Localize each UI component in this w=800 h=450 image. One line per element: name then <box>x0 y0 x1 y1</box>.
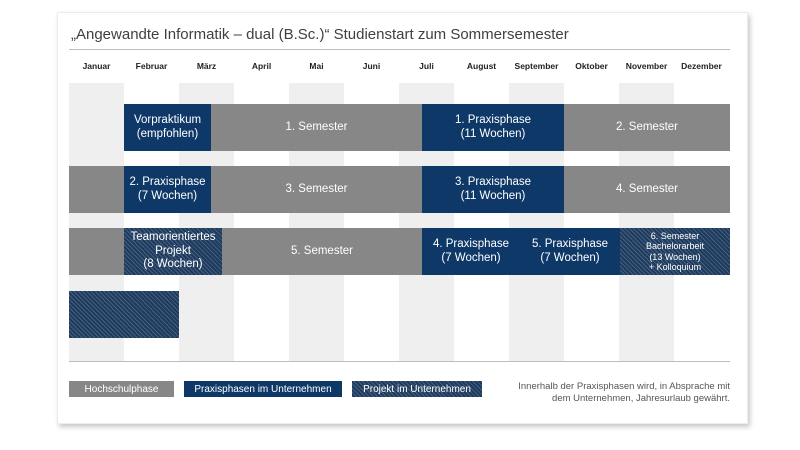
month-label: August <box>466 61 497 71</box>
legend-praxisphasen: Praxisphasen im Unternehmen <box>184 381 342 397</box>
semester-5-block: 5. Semester <box>222 228 422 275</box>
praxisphase-4-block: 4. Praxisphase (7 Wochen) <box>422 228 520 275</box>
semester-2-block: 2. Semester <box>564 104 730 151</box>
semester-6-bachelorarbeit-block: 6. Semester Bachelorarbeit (13 Wochen) + Kolloquium <box>620 228 730 275</box>
month-label: Juni <box>362 61 381 71</box>
month-label: Januar <box>82 61 111 71</box>
praxisphase-1-block: 1. Praxisphase (11 Wochen) <box>422 104 564 151</box>
team-projekt-block: Teamorientiertes Projekt (8 Wochen) <box>124 228 222 275</box>
projekt-continuation-block <box>69 291 179 338</box>
hochschule-filler-block <box>69 228 124 275</box>
semester-1-block: 1. Semester <box>211 104 422 151</box>
month-label: Oktober <box>575 61 608 71</box>
hochschule-filler-block <box>69 166 124 213</box>
legend-hochschulphase: Hochschulphase <box>69 381 174 397</box>
month-label: März <box>196 61 217 71</box>
semester-4-block: 4. Semester <box>564 166 730 213</box>
month-label: Februar <box>135 61 168 71</box>
semester-3-block: 3. Semester <box>211 166 422 213</box>
month-label: Dezember <box>681 61 722 71</box>
praxisphase-3-block: 3. Praxisphase (11 Wochen) <box>422 166 564 213</box>
month-label: Juli <box>419 61 434 71</box>
month-label: Mai <box>309 61 324 71</box>
month-label: April <box>251 61 272 71</box>
vacation-note: Innerhalb der Praxisphasen wird, in Absprache mit dem Unternehmen, Jahresurlaub gewährt. <box>518 381 730 405</box>
title-divider <box>69 49 730 50</box>
praxisphase-2-block: 2. Praxisphase (7 Wochen) <box>124 166 211 213</box>
legend-projekt: Projekt im Unternehmen <box>352 381 482 397</box>
bottom-divider <box>69 361 730 362</box>
vorpraktikum-block: Vorpraktikum (empfohlen) <box>124 104 211 151</box>
page-title: „Angewandte Informatik – dual (B.Sc.)“ Studienstart zum Sommersemester <box>71 26 569 43</box>
month-label: September <box>514 61 559 71</box>
praxisphase-5-block: 5. Praxisphase (7 Wochen) <box>520 228 620 275</box>
month-label: November <box>625 61 668 71</box>
